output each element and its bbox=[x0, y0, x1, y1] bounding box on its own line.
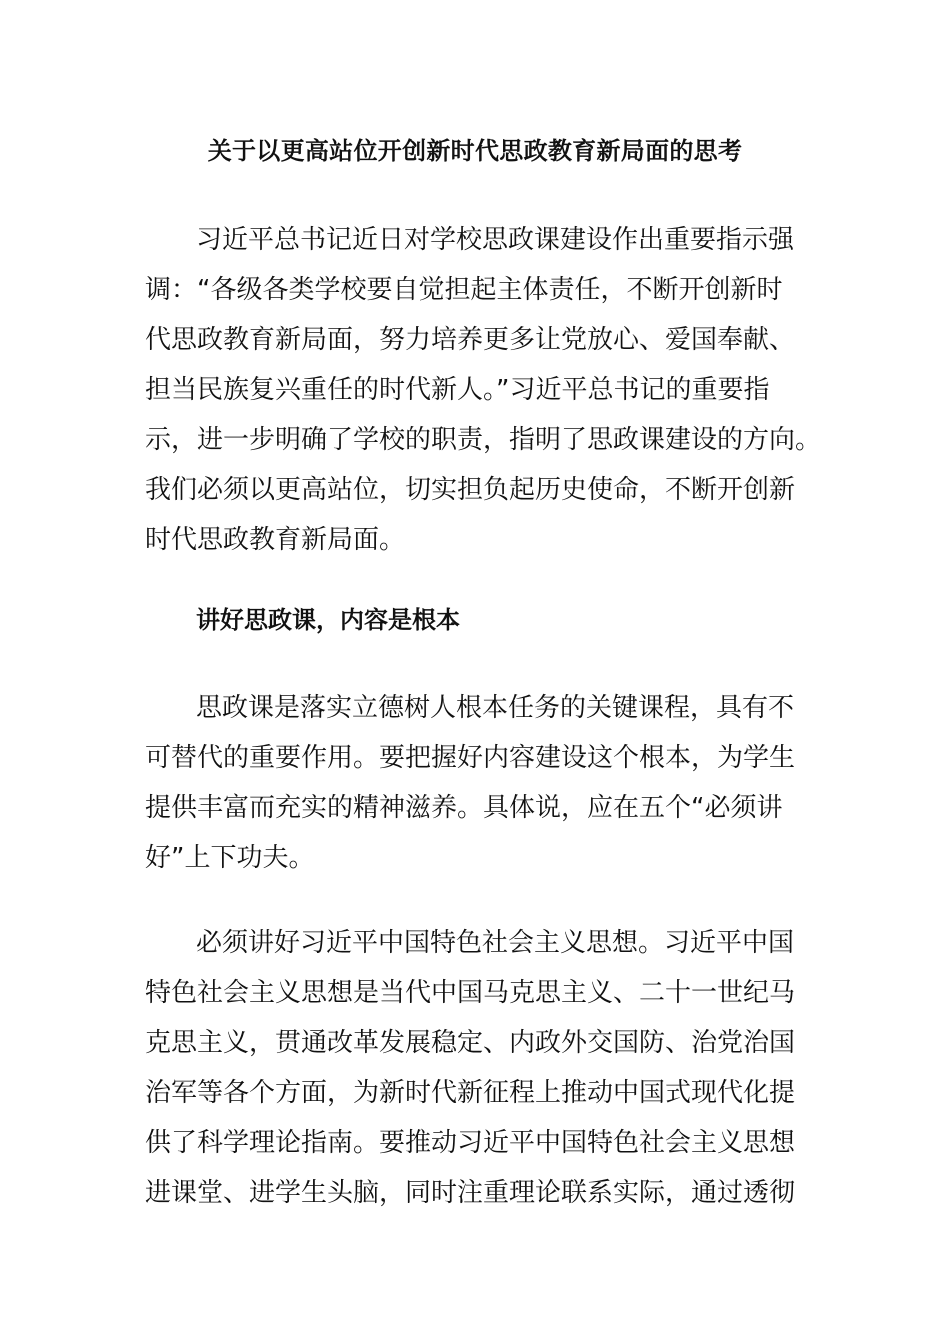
paragraph-line: 好”上下功夫。 bbox=[145, 843, 315, 873]
paragraph-xi-thought bbox=[145, 918, 796, 1218]
paragraph-line: 我们必须以更高站位，切实担负起历史使命，不断开创新 bbox=[145, 475, 796, 505]
paragraph-line: 特色社会主义思想是当代中国马克思主义、二十一世纪马 bbox=[145, 978, 796, 1008]
section-heading: 讲好思政课，内容是根本 bbox=[196, 606, 460, 634]
paragraph-line: 时代思政教育新局面。 bbox=[145, 525, 406, 555]
paragraph-line: 进课堂、进学生头脑，同时注重理论联系实际，通过透彻 bbox=[145, 1178, 796, 1208]
paragraph-line: 担当民族复兴重任的时代新人。”习近平总书记的重要指 bbox=[145, 375, 770, 405]
paragraph-intro bbox=[145, 215, 822, 565]
paragraph-line: 代思政教育新局面，努力培养更多让党放心、爱国奉献、 bbox=[145, 325, 796, 355]
paragraph-line: 供了科学理论指南。要推动习近平中国特色社会主义思想 bbox=[145, 1128, 796, 1158]
document-title: 关于以更高站位开创新时代思政教育新局面的思考 bbox=[207, 137, 743, 165]
paragraph-line: 思政课是落实立德树人根本任务的关键课程，具有不 bbox=[196, 693, 795, 723]
paragraph-line: 调：“各级各类学校要自觉担起主体责任，不断开创新时 bbox=[145, 275, 783, 305]
paragraph-line: 必须讲好习近平中国特色社会主义思想。习近平中国 bbox=[196, 928, 795, 958]
paragraph-line: 提供丰富而充实的精神滋养。具体说，应在五个“必须讲 bbox=[145, 793, 783, 823]
paragraph-content-root bbox=[145, 683, 796, 883]
paragraph-line: 治军等各个方面，为新时代新征程上推动中国式现代化提 bbox=[145, 1078, 796, 1108]
paragraph-line: 可替代的重要作用。要把握好内容建设这个根本，为学生 bbox=[145, 743, 796, 773]
paragraph-line: 克思主义，贯通改革发展稳定、内政外交国防、治党治国 bbox=[145, 1028, 796, 1058]
paragraph-line: 示，进一步明确了学校的职责，指明了思政课建设的方向。 bbox=[145, 425, 822, 455]
paragraph-line: 习近平总书记近日对学校思政课建设作出重要指示强 bbox=[196, 225, 795, 255]
